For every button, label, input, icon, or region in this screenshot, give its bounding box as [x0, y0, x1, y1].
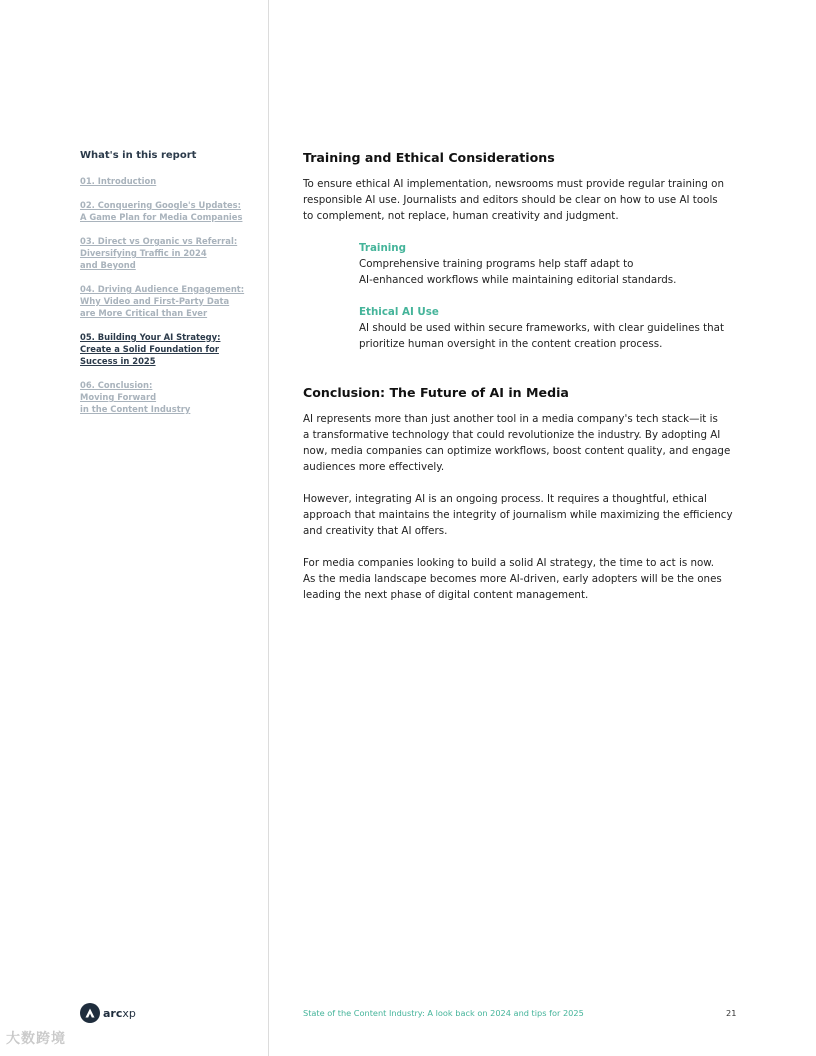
table-of-contents: [80, 150, 260, 427]
subsection-text-ethical-ai: AI should be used within secure frameworks, with clear guidelines that prioritize human oversight in the content creation process.: [359, 322, 725, 350]
page-number: 21: [726, 1008, 737, 1018]
training-paragraph: To ensure ethical AI implementation, newsrooms must provide regular training on responsible AI use. Journalists and editors should be clear on how to use AI tools to complement, not replace, human creativity and judgment.: [303, 178, 724, 222]
toc-item-conclusion[interactable]: 06. Conclusion: Moving Forward in the Content Industry: [80, 380, 191, 414]
conclusion-paragraph-3: For media companies looking to build a solid AI strategy, the time to act is now. As the media landscape becomes more AI-driven, early adopters will be the ones leading the next phase of digital content management.: [303, 557, 722, 601]
toc-item-ai-strategy[interactable]: 05. Building Your AI Strategy: Create a Solid Foundation for Success in 2025: [80, 332, 221, 366]
arcxp-logo: [80, 1003, 136, 1023]
conclusion-paragraph-2: However, integrating AI is an ongoing process. It requires a thoughtful, ethical approach that maintains the integrity of journalism while maximizing the efficiency and creativity that AI offers.: [303, 493, 733, 537]
watermark: 大数跨境: [6, 1031, 66, 1047]
toc-heading: What's in this report: [80, 150, 197, 161]
toc-item-audience-engagement[interactable]: 04. Driving Audience Engagement: Why Video and First-Party Data are More Critical than Ever: [80, 284, 245, 318]
toc-item-traffic[interactable]: 03. Direct vs Organic vs Referral: Diversifying Traffic in 2024 and Beyond: [80, 236, 238, 270]
toc-item-introduction[interactable]: 01. Introduction: [80, 176, 157, 186]
training-subsection: [359, 240, 739, 288]
column-divider: [268, 0, 269, 1056]
subsection-text-training: Comprehensive training programs help staff adapt to AI-enhanced workflows while maintaining editorial standards.: [359, 258, 677, 286]
conclusion-heading: Conclusion: The Future of AI in Media: [303, 385, 569, 400]
conclusion-paragraph-1: AI represents more than just another tool in a media company's tech stack—it is a transformative technology that could revolutionize the industry. By adopting AI now, media companies can optimize workflows, boost content quality, and engage audiences more effectively.: [303, 413, 731, 473]
subsection-title-ethical-ai: Ethical AI Use: [359, 306, 439, 318]
footer-report-title: State of the Content Industry: A look back on 2024 and tips for 2025: [303, 1008, 584, 1018]
arcxp-logo-icon: [80, 1003, 100, 1023]
toc-item-google-updates[interactable]: 02. Conquering Google's Updates: A Game Plan for Media Companies: [80, 200, 243, 222]
ethical-ai-subsection: [359, 304, 739, 352]
arcxp-logo-text: arcxp: [103, 1006, 136, 1020]
subsection-title-training: Training: [359, 242, 407, 254]
training-heading: Training and Ethical Considerations: [303, 150, 555, 165]
